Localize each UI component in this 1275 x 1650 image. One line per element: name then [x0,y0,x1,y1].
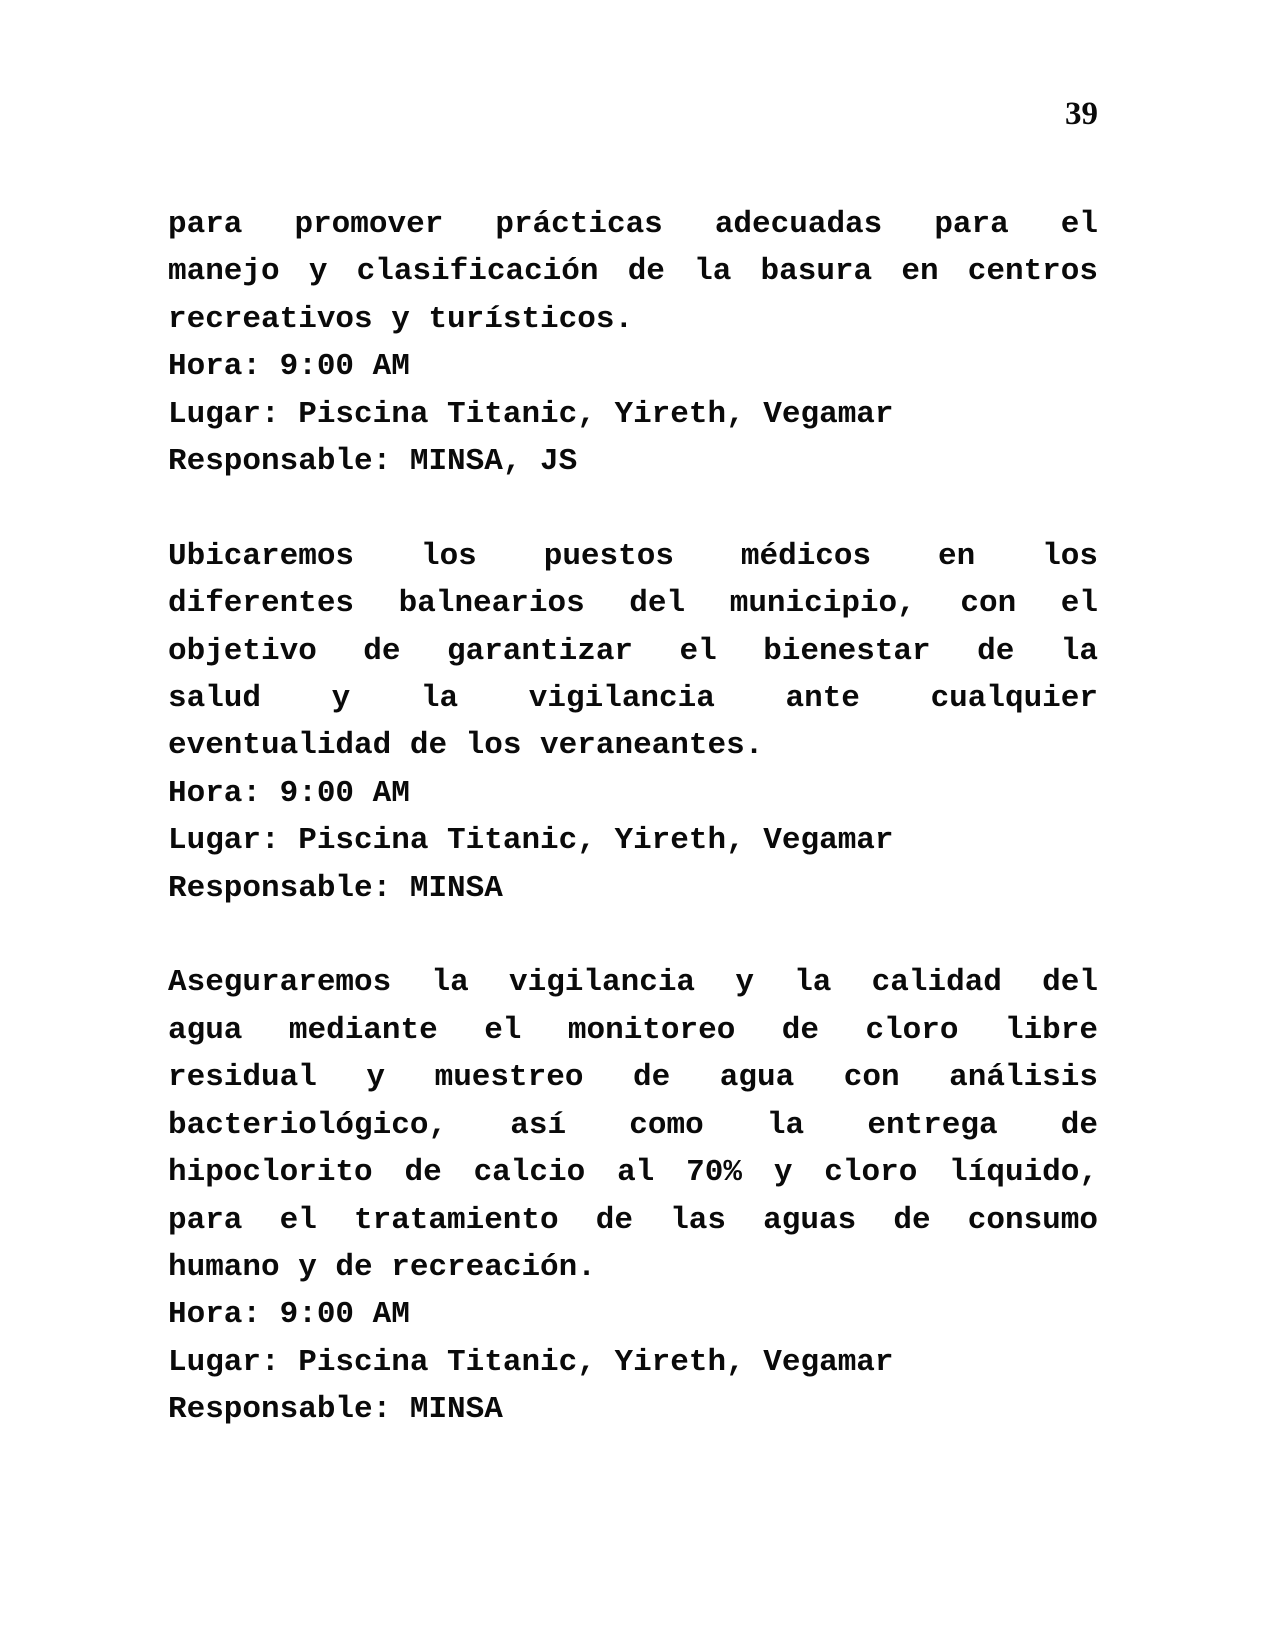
responsable-line: Responsable: MINSA [168,1392,503,1428]
text-line: Ubicaremos los puestos médicos en los [168,538,1098,574]
text-line: para el tratamiento de las aguas de consumo [168,1202,1098,1238]
text-line: diferentes balnearios del municipio, con el [168,586,1098,622]
responsable-line: Responsable: MINSA [168,870,503,906]
hora-line: Hora: 9:00 AM [168,349,410,385]
text-line: recreativos y turísticos. [168,301,634,337]
text-line: salud y la vigilancia ante cualquier [168,681,1098,717]
text-line: objetivo de garantizar el bienestar de la [168,633,1098,669]
text-line: Aseguraremos la vigilancia y la calidad del [168,965,1098,1001]
hora-line: Hora: 9:00 AM [168,1297,410,1333]
text-column [168,201,1098,1434]
lugar-line: Lugar: Piscina Titanic, Yireth, Vegamar [168,396,894,432]
hora-line: Hora: 9:00 AM [168,775,410,811]
text-line: manejo y clasificación de la basura en centros [168,254,1098,290]
text-line: bacteriológico, así como la entrega de [168,1107,1098,1143]
paragraph-block-2 [168,533,1098,912]
text-line: humano y de recreación. [168,1249,596,1285]
text-line: para promover prácticas adecuadas para el [168,207,1098,242]
text-line: eventualidad de los veraneantes. [168,728,764,764]
paragraph-block-1 [168,201,1098,485]
text-line: residual y muestreo de agua con análisis [168,1060,1098,1096]
lugar-line: Lugar: Piscina Titanic, Yireth, Vegamar [168,823,894,859]
page-number: 39 [1065,96,1098,132]
lugar-line: Lugar: Piscina Titanic, Yireth, Vegamar [168,1344,894,1380]
text-line: agua mediante el monitoreo de cloro libre [168,1012,1098,1048]
paragraph-block-3 [168,959,1098,1433]
responsable-line: Responsable: MINSA, JS [168,444,578,480]
text-line: hipoclorito de calcio al 70% y cloro líquido, [168,1155,1098,1191]
